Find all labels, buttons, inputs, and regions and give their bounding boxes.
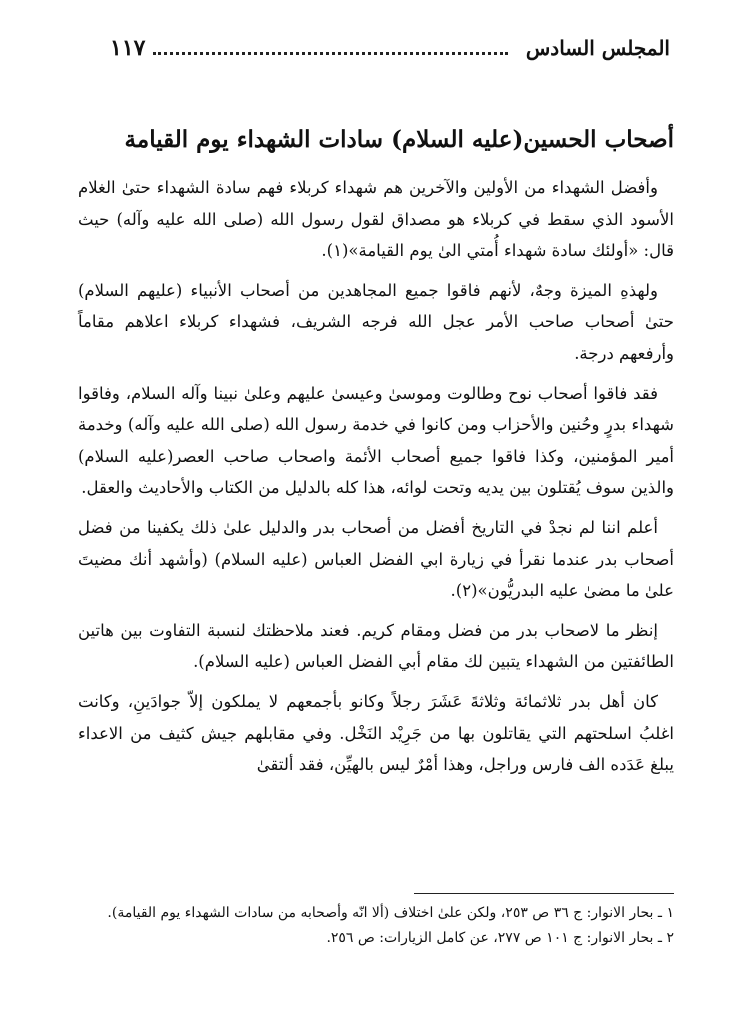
paragraph: أعلم اننا لم نجدْ في التاريخ أفضل من أصحاب بدر والدليل علىٰ ذلك يكفينا من فضل أصحاب بدر عندما نقرأ في زيارة ابي الفضل العباس (عليه السلام) (وأشهد أنك مضيتَ علىٰ ما مضىٰ عليه البدريُّون»(٢). (78, 517, 674, 601)
body-text (78, 172, 674, 789)
chapter-title: المجلس السادس (525, 36, 670, 60)
footnote: ١ ـ بحار الانوار: ج ٣٦ ص ٢٥٣، ولكن علىٰ اختلاف (ألا انّه وأصحابه من سادات الشهداء يوم القيامة). (107, 905, 674, 921)
footnote-divider (414, 893, 674, 894)
leader-dots (153, 42, 507, 55)
paragraph: فقد فاقوا أصحاب نوح وطالوت وموسىٰ وعيسىٰ عليهم وعلىٰ نبينا وآله السلام، وفاقوا شهداء بدرٍ وحُنين والأحزاب ومن كانوا في خدمة رسول الله (صلى الله عليه وآله) وخدمة أمير المؤمنين، وكذا فاقوا جميع أصحاب الأئمة واصحاب صاحب العصر(عليه السلام) والذين سوف يُقتلون بين يديه وتحت لوائه، هذا كله بالدليل من الكتاب والأحاديث والعقل. (78, 383, 674, 498)
section-title: أصحاب الحسين(عليه السلام) سادات الشهداء يوم القيامة (124, 126, 674, 153)
page-number: ١١٧ (110, 35, 146, 61)
running-header (110, 30, 670, 66)
paragraph: ولهذهِ الميزة وجهٌ، لأنهم فاقوا جميع المجاهدين من أصحاب الأنبياء (عليهم السلام) حتىٰ أصحاب صاحب الأمر عجل الله فرجه الشريف، فشهداء كربلاء اعلاهم مقاماً وأرفعهم درجة. (78, 280, 674, 363)
paragraph: إنظر ما لاصحاب بدر من فضل ومقام كريم. فعند ملاحظتك لنسبة التفاوت بين هاتين الطائفتين من الشهداء يتبين لك مقام أبي الفضل العباس (عليه السلام). (78, 620, 674, 672)
paragraph: وأفضل الشهداء من الأولين والآخرين هم شهداء كربلاء فهم سادة الشهداء حتىٰ الغلام الأسود الذي سقط في كربلاء هو مصداق لقول رسول الله (صلى الله عليه وآله) حيث قال: «أولئك سادة شهداء أُمتي الىٰ يوم القيامة»(١). (78, 178, 674, 261)
paragraph: كان أهل بدر ثلاثمائة وثلاثةَ عَشَرَ رجلاً وكانو بأجمعهم لا يملكون إلاّ جوادَينِ، وكانت اغلبُ اسلحتهم التي يقاتلون بها من جَرِيْد النَخْل. وفي مقابلهم جيش كثيف من الاعداء يبلغ عَدَده الف فارس وراجل، وهذا أمْرٌ ليس بالهيِّن، فقد ألتقىٰ (78, 691, 674, 775)
footnotes (78, 902, 674, 952)
footnote: ٢ ـ بحار الانوار: ج ١٠١ ص ٢٧٧، عن كامل الزيارات: ص ٢٥٦. (326, 930, 674, 946)
